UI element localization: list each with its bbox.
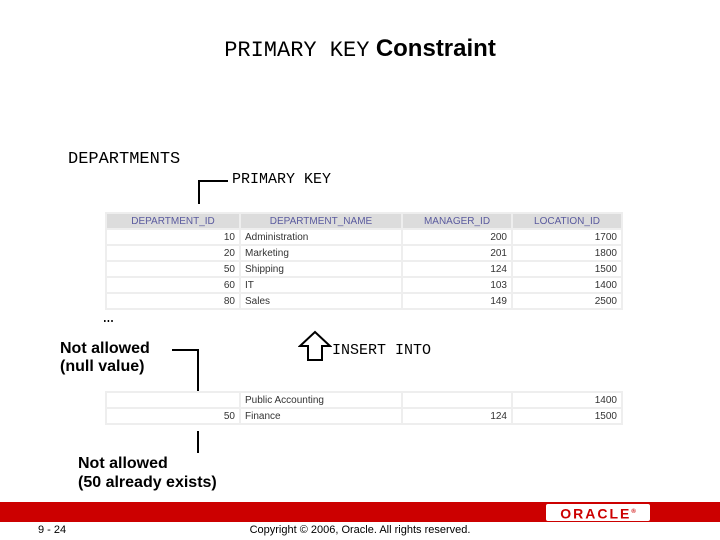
cell-location-id: 1700 [513,230,621,244]
cell-department-name: Administration [241,230,401,244]
more-rows-ellipsis: … [103,308,115,328]
cell-manager-id [403,393,511,407]
cell-department-name: Public Accounting [241,393,401,407]
cell-manager-id: 200 [403,230,511,244]
cell-manager-id: 124 [403,262,511,276]
slide-title [0,35,720,63]
cell-location-id: 1500 [513,262,621,276]
null-bracket-vertical [197,349,199,393]
copyright-notice: Copyright © 2006, Oracle. All rights reserved. [249,524,471,536]
cell-department-id: 50 [107,262,239,276]
cell-department-id: 60 [107,278,239,292]
table-row [107,246,621,260]
table-row [107,278,621,292]
column-header: DEPARTMENT_ID [107,214,239,228]
cell-department-id: 50 [107,409,239,423]
table-row [107,230,621,244]
table-row [107,262,621,276]
departments-table [105,212,623,310]
not-allowed-null-label: Not allowed (null value) [60,340,150,375]
table-header-row [107,214,621,228]
cell-location-id: 2500 [513,294,621,308]
cell-department-id: 80 [107,294,239,308]
title-word: Constraint [375,35,496,62]
cell-manager-id: 124 [403,409,511,423]
cell-department-name: IT [241,278,401,292]
exists-bracket-vertical [197,431,199,453]
table-row [107,409,621,423]
oracle-logo: ORACLE® [546,504,650,521]
column-header: MANAGER_ID [403,214,511,228]
cell-department-name: Sales [241,294,401,308]
cell-department-id: 20 [107,246,239,260]
table-row [107,393,621,407]
column-header: DEPARTMENT_NAME [241,214,401,228]
cell-location-id: 1400 [513,393,621,407]
null-bracket-horizontal [172,349,199,351]
cell-location-id: 1500 [513,409,621,423]
cell-department-name: Shipping [241,262,401,276]
title-keyword: PRIMARY KEY [224,38,370,63]
up-arrow-icon [298,330,332,362]
insert-into-label: INSERT INTO [332,342,432,359]
pk-bracket-horizontal [198,180,228,182]
cell-manager-id: 201 [403,246,511,260]
column-header: LOCATION_ID [513,214,621,228]
cell-department-name: Marketing [241,246,401,260]
cell-manager-id: 103 [403,278,511,292]
cell-department-name: Finance [241,409,401,423]
table-name-label: DEPARTMENTS [68,150,181,169]
cell-department-id: 10 [107,230,239,244]
page-number: 9 - 24 [38,524,67,536]
cell-location-id: 1400 [513,278,621,292]
cell-manager-id: 149 [403,294,511,308]
insert-rows-table [105,391,623,425]
primary-key-label: PRIMARY KEY [232,171,332,188]
table-row [107,294,621,308]
cell-department-id [107,393,239,407]
cell-location-id: 1800 [513,246,621,260]
not-allowed-exists-label: Not allowed (50 already exists) [78,455,217,491]
pk-bracket-vertical [198,180,200,204]
